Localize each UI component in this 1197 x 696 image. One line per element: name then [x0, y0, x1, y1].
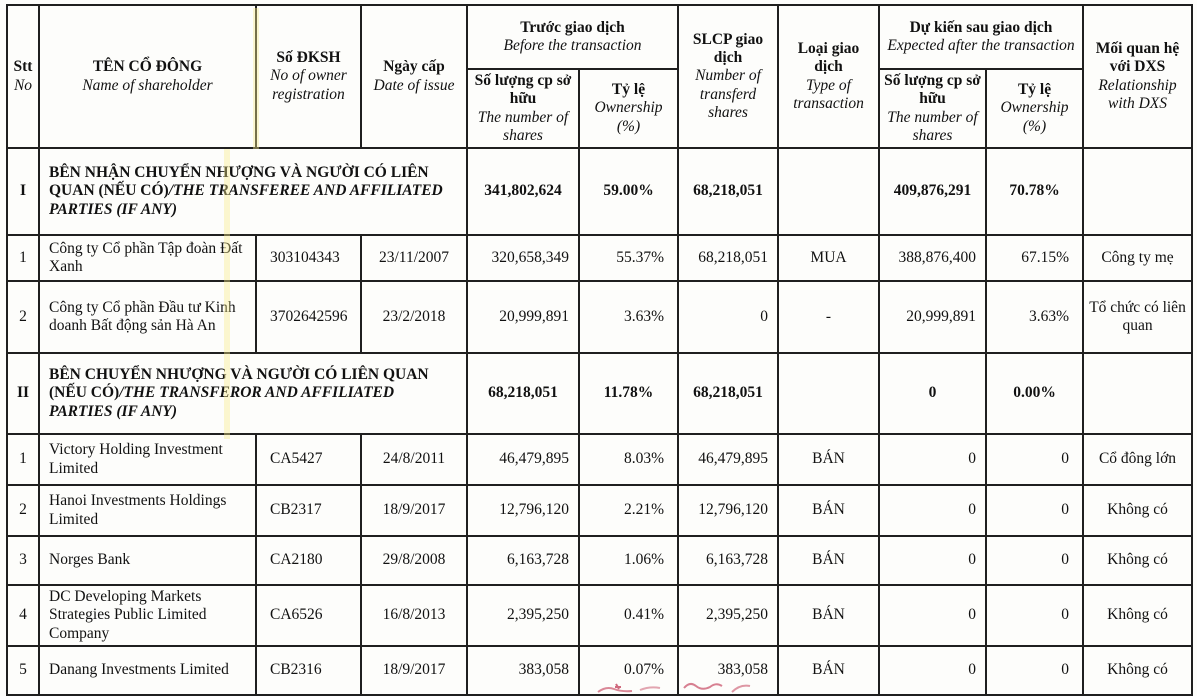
cell-type: BÁN — [778, 485, 879, 536]
table-row — [7, 536, 1192, 585]
cell-before_pct: 0.07% — [579, 646, 678, 695]
cell-name: Danang Investments Limited — [39, 646, 256, 695]
cell-reg: CB2316 — [256, 646, 361, 695]
table-row — [7, 485, 1192, 536]
cell-slcp: 46,479,895 — [678, 434, 778, 485]
cell-date: 23/11/2007 — [361, 235, 467, 281]
header-before-pct-vi: Tỷ lệ — [611, 81, 646, 99]
header-after-en: Expected after the transaction — [887, 37, 1075, 54]
cell-name: Công ty Cổ phần Đầu tư Kinh doanh Bất động sản Hà An — [39, 281, 256, 353]
cell-slcp: 12,796,120 — [678, 485, 778, 536]
cell-before_shares: 341,802,624 — [467, 148, 579, 235]
cell-after_shares: 0 — [879, 646, 986, 695]
cell-after_shares: 0 — [879, 536, 986, 585]
cell-before_shares: 46,479,895 — [467, 434, 579, 485]
header-relationship-dxs — [1083, 5, 1192, 148]
cell-date: 23/2/2018 — [361, 281, 467, 353]
header-after-pct-en: Ownership (%) — [1000, 99, 1069, 135]
header-name-en: Name of shareholder — [82, 76, 213, 94]
header-transaction-type — [778, 5, 879, 148]
cell-reg: 3702642596 — [256, 281, 361, 353]
header-date-vi: Ngày cấp — [383, 58, 445, 76]
cell-date: 29/8/2008 — [361, 536, 467, 585]
cell-stt: I — [7, 148, 39, 235]
cell-relation: Cổ đông lớn — [1083, 434, 1192, 485]
header-reg-vi: Số ĐKSH — [276, 49, 341, 67]
header-before-shares-vi: Số lượng cp sở hữu — [474, 72, 572, 108]
header-after-ownership — [986, 69, 1083, 148]
cell-type: - — [778, 281, 879, 353]
cell-slcp: 68,218,051 — [678, 235, 778, 281]
cell-reg: CA5427 — [256, 434, 361, 485]
cell-before_shares: 12,796,120 — [467, 485, 579, 536]
cell-type: BÁN — [778, 646, 879, 695]
header-before-pct-en: Ownership (%) — [594, 99, 663, 135]
table-header — [7, 5, 1192, 148]
header-after-shares-vi: Số lượng cp sở hữu — [884, 72, 981, 108]
table-row — [7, 281, 1192, 353]
group-row — [7, 353, 1192, 434]
cell-relation: Không có — [1083, 646, 1192, 695]
header-before-transaction — [467, 5, 678, 69]
cell-reg: CA2180 — [256, 536, 361, 585]
cell-before_shares: 383,058 — [467, 646, 579, 695]
header-relation-vi: Mối quan hệ với DXS — [1095, 40, 1180, 76]
header-before-ownership — [579, 69, 678, 148]
table-row — [7, 235, 1192, 281]
header-before-shares-en: The number of shares — [477, 108, 569, 144]
cell-before_pct: 59.00% — [579, 148, 678, 235]
cell-name: Hanoi Investments Holdings Limited — [39, 485, 256, 536]
cell-type — [778, 148, 879, 235]
cell-name: Công ty Cổ phần Tập đoàn Đất Xanh — [39, 235, 256, 281]
table-row — [7, 434, 1192, 485]
cell-name: Victory Holding Investment Limited — [39, 434, 256, 485]
table-row — [7, 585, 1192, 646]
cell-type: BÁN — [778, 434, 879, 485]
cell-before_shares: 2,395,250 — [467, 585, 579, 646]
cell-stt: 1 — [7, 434, 39, 485]
header-stt-vi: Stt — [13, 58, 33, 76]
header-slcp-en: Number of transferd shares — [695, 67, 761, 121]
cell-after_shares: 409,876,291 — [879, 148, 986, 235]
cell-stt: 2 — [7, 485, 39, 536]
header-before-vi: Trước giao dịch — [520, 18, 625, 36]
header-type-en: Type of transaction — [793, 76, 864, 112]
cell-slcp: 383,058 — [678, 646, 778, 695]
header-stt-en: No — [13, 76, 33, 94]
cell-relation: Không có — [1083, 485, 1192, 536]
cell-slcp: 0 — [678, 281, 778, 353]
cell-name: DC Developing Markets Strategies Public Limited Company — [39, 585, 256, 646]
header-date-en: Date of issue — [373, 76, 455, 94]
header-slcp-vi: SLCP giao dịch — [692, 30, 764, 67]
header-after-vi: Dự kiến sau giao dịch — [909, 18, 1053, 36]
cell-slcp: 6,163,728 — [678, 536, 778, 585]
cell-relation: Không có — [1083, 536, 1192, 585]
header-after-transaction — [879, 5, 1083, 69]
cell-stt: 5 — [7, 646, 39, 695]
cell-reg: CA6526 — [256, 585, 361, 646]
cell-relation: Không có — [1083, 585, 1192, 646]
cell-after_shares: 0 — [879, 353, 986, 434]
cell-before_pct: 11.78% — [579, 353, 678, 434]
cell-date: 18/9/2017 — [361, 646, 467, 695]
header-after-shares — [879, 69, 986, 148]
cell-after_pct: 0 — [986, 646, 1083, 695]
header-after-shares-en: The number of shares — [887, 108, 978, 144]
cell-reg: 303104343 — [256, 235, 361, 281]
cell-after_pct: 0 — [986, 536, 1083, 585]
table-body — [7, 148, 1192, 695]
cell-date: 16/8/2013 — [361, 585, 467, 646]
cell-stt: 3 — [7, 536, 39, 585]
cell-reg: CB2317 — [256, 485, 361, 536]
cell-slcp: 68,218,051 — [678, 148, 778, 235]
cell-slcp: 2,395,250 — [678, 585, 778, 646]
cell-after_pct: 0.00% — [986, 353, 1083, 434]
cell-before_shares: 20,999,891 — [467, 281, 579, 353]
cell-before_pct: 3.63% — [579, 281, 678, 353]
cell-after_pct: 3.63% — [986, 281, 1083, 353]
cell-before_pct: 1.06% — [579, 536, 678, 585]
cell-after_shares: 20,999,891 — [879, 281, 986, 353]
cell-before_pct: 8.03% — [579, 434, 678, 485]
header-before-shares — [467, 69, 579, 148]
cell-after_shares: 388,876,400 — [879, 235, 986, 281]
cell-date: 18/9/2017 — [361, 485, 467, 536]
cell-after_shares: 0 — [879, 434, 986, 485]
cell-type: BÁN — [778, 536, 879, 585]
shareholder-transaction-table — [6, 4, 1193, 696]
cell-name: Norges Bank — [39, 536, 256, 585]
cell-type — [778, 353, 879, 434]
cell-date: 24/8/2011 — [361, 434, 467, 485]
cell-relation: Tổ chức có liên quan — [1083, 281, 1192, 353]
cell-after_pct: 0 — [986, 434, 1083, 485]
cell-after_pct: 70.78% — [986, 148, 1083, 235]
cell-before_pct: 55.37% — [579, 235, 678, 281]
cell-before_pct: 0.41% — [579, 585, 678, 646]
cell-before_shares: 320,658,349 — [467, 235, 579, 281]
cell-before_pct: 2.21% — [579, 485, 678, 536]
cell-stt: 2 — [7, 281, 39, 353]
header-registration-no — [256, 5, 361, 148]
cell-type: MUA — [778, 235, 879, 281]
cell-after_shares: 0 — [879, 585, 986, 646]
cell-relation — [1083, 353, 1192, 434]
cell-relation: Công ty mẹ — [1083, 235, 1192, 281]
red-ink-mark — [592, 678, 762, 696]
header-before-en: Before the transaction — [503, 37, 642, 54]
cell-after_shares: 0 — [879, 485, 986, 536]
cell-before_shares: 68,218,051 — [467, 353, 579, 434]
header-type-vi: Loại giao dịch — [797, 40, 860, 76]
cell-name: BÊN CHUYỂN NHƯỢNG VÀ NGƯỜI CÓ LIÊN QUAN (NẾU CÓ)/THE TRANSFEROR AND AFFILIATED PARTIES (IF ANY) — [39, 353, 467, 434]
header-reg-en: No of owner registration — [270, 67, 347, 103]
cell-after_pct: 67.15% — [986, 235, 1083, 281]
cell-stt: 4 — [7, 585, 39, 646]
cell-relation — [1083, 148, 1192, 235]
cell-stt: II — [7, 353, 39, 434]
header-relation-en: Relationship with DXS — [1098, 76, 1177, 112]
header-transferred-shares — [678, 5, 778, 148]
header-name-vi: TÊN CỔ ĐÔNG — [92, 58, 203, 76]
header-issue-date — [361, 5, 467, 148]
cell-before_shares: 6,163,728 — [467, 536, 579, 585]
cell-slcp: 68,218,051 — [678, 353, 778, 434]
cell-name: BÊN NHẬN CHUYỂN NHƯỢNG VÀ NGƯỜI CÓ LIÊN QUAN (NẾU CÓ)/THE TRANSFEREE AND AFFILIATED PARTIES (IF ANY) — [39, 148, 467, 235]
cell-after_pct: 0 — [986, 585, 1083, 646]
group-row — [7, 148, 1192, 235]
cell-after_pct: 0 — [986, 485, 1083, 536]
cell-stt: 1 — [7, 235, 39, 281]
header-stt — [7, 5, 39, 148]
cell-type: BÁN — [778, 585, 879, 646]
header-after-pct-vi: Tỷ lệ — [1017, 81, 1052, 99]
header-shareholder-name — [39, 5, 256, 148]
